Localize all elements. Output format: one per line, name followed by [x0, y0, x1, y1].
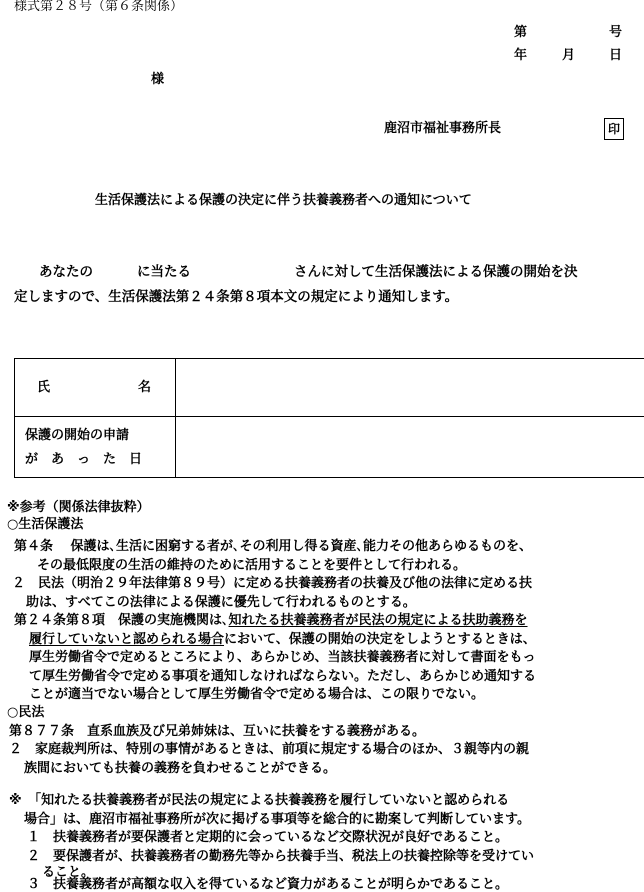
art24-underlined-1: 知れたる扶養義務者が民法の規定による扶助義務を: [228, 613, 528, 628]
art4-2-line2: 助は、すべてこの法律による保護に優先して行われるものとする。: [26, 595, 416, 610]
body-text-c: さんに対して生活保護法による保護の開始を決: [294, 264, 578, 280]
application-date-label-line2: が あ っ た 日: [25, 452, 143, 467]
art24-line2-rest: において、保護の開始の決定をしようとするときは、: [224, 632, 536, 647]
art877-2-line1: ２ 家庭裁判所は、特別の事情があるときは、前項に規定する場合のほか、３親等内の親: [9, 742, 530, 757]
reference-heading: ※参考（関係法律抜粋）: [7, 500, 150, 515]
name-label-mei: 名: [138, 380, 152, 395]
art24-line3: 厚生労働省令で定めるところにより、あらかじめ、当該扶養義務者に対して書面をもっ: [29, 650, 536, 665]
name-value-field[interactable]: [191, 373, 631, 403]
number-label-go: 号: [609, 25, 623, 40]
note-item3: ３ 扶養義務者が高額な収入を得ているなど資力があることが明らかであること。: [27, 877, 509, 892]
art4-2-line1: ２ 民法（明治２９年法律第８９号）に定める扶養義務者の扶養及び他の法律に定める扶: [12, 576, 533, 591]
sender-name: 鹿沼市福祉事務所長: [384, 121, 502, 136]
art24-line5: ことが適当でない場合として厚生労働省令で定める場合は、この限りでない。: [29, 687, 485, 702]
law2-title: ○民法: [7, 705, 45, 720]
note-line2: 場合」は、鹿沼市福祉事務所が次に掲げる事項等を総合的に勘案して判断しています。: [24, 812, 530, 827]
note-item1: １ 扶養義務者が要保護者と定期的に会っているなど交際状況が良好であること。: [27, 830, 509, 845]
body-text-b: に当たる: [137, 264, 191, 280]
table-row-divider: [15, 416, 644, 417]
note-item2-line1: ２ 要保護者が、扶養義務者の勤務先等から扶養手当、税法上の扶養控除等を受けてい: [27, 849, 535, 864]
art24-prefix: 第２４条第８項 保護の実施機関は､: [14, 613, 229, 628]
art877-line1: 第８７７条 直系血族及び兄弟姉妹は、互いに扶養をする義務がある。: [9, 724, 426, 739]
form-number: 様式第２８号（第６条関係）: [14, 0, 184, 14]
art24-line1: [14, 614, 528, 627]
art24-underlined-2: 履行していないと認められる場合: [29, 632, 225, 647]
body-text-a: あなたの: [39, 264, 93, 280]
document-title: 生活保護法による保護の決定に伴う扶養義務者への通知について: [95, 193, 472, 208]
application-date-value-field[interactable]: [191, 429, 631, 463]
seal-mark: 印: [604, 118, 624, 140]
art4-line2: その最低限度の生活の維持のために活用することを要件として行われる。: [37, 558, 467, 573]
name-label-shi: 氏: [37, 380, 51, 395]
date-day-label: 日: [609, 48, 623, 63]
law1-title: ○生活保護法: [7, 517, 84, 532]
date-year-label: 年: [514, 48, 528, 63]
applicant-info-table: [14, 358, 644, 478]
addressee-suffix: 様: [151, 72, 165, 87]
note-item2-line2: ること。: [42, 865, 95, 880]
number-label-dai: 第: [514, 25, 528, 40]
application-date-label-line1: 保護の開始の申請: [25, 428, 130, 443]
table-column-divider: [175, 359, 176, 477]
art877-2-line2: 族間においても扶養の義務を負わせることができる。: [24, 761, 337, 776]
note-line1: ※ 「知れたる扶養義務者が民法の規定による扶養義務を履行していないと認められる: [9, 793, 510, 808]
art4-line1: 第４条 保護は､生活に困窮する者が､その利用し得る資産､能力その他あらゆるものを、: [14, 539, 533, 554]
art24-line4: て厚生労働省令で定める事項を通知しなければならない。ただし、あらかじめ通知する: [29, 669, 537, 684]
art24-line2: [29, 633, 536, 646]
date-month-label: 月: [562, 48, 576, 63]
body-text-line2: 定しますので、生活保護法第２４条第８項本文の規定により通知します。: [14, 289, 459, 305]
